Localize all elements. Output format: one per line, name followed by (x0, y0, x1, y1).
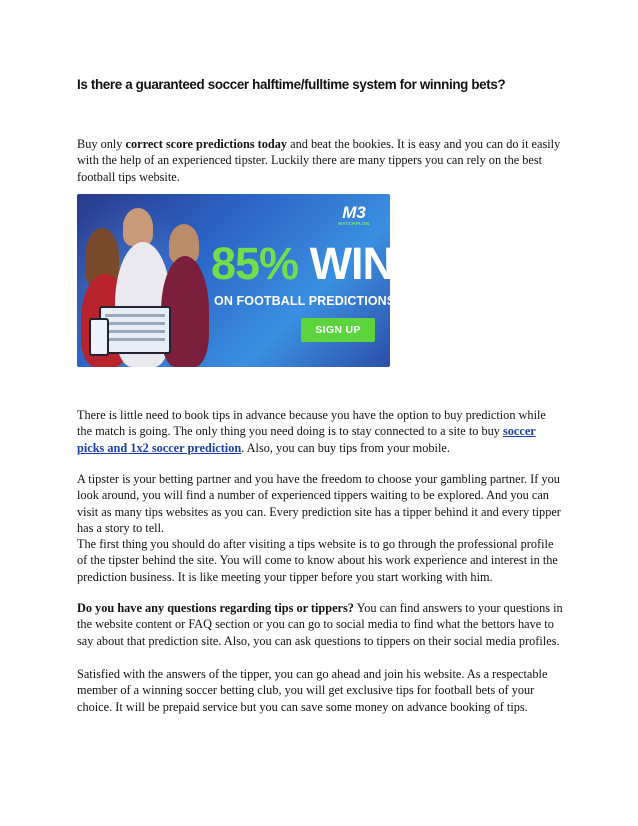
banner-percent: 85% (211, 238, 299, 289)
paragraph-questions (77, 600, 563, 649)
banner-headline (211, 238, 423, 290)
logo-tagline: MATCHPLOG (338, 221, 370, 226)
brand-logo (335, 204, 373, 230)
questions-text: You can find answers to your questions in the website content or FAQ section or you can go to social media to find what the bettors have to say about that prediction site. Also, you can ask questions to tippers on their social media profiles. (77, 601, 563, 648)
intro-text-rest: and beat the bookies. It is easy and you can do it easily with the help of an experienced tipster. Luckily there are many tippers you can rely on the best football tips website. (77, 137, 561, 184)
document-title: Is there a guaranteed soccer halftime/fulltime system for winning bets? (77, 77, 506, 92)
paragraph-booking (77, 407, 563, 456)
logo-text: M3 (342, 203, 366, 222)
banner-wins: WINS (298, 238, 424, 289)
phone-icon (89, 318, 109, 356)
paragraph-tipster-partner: A tipster is your betting partner and you have the freedom to choose your gambling partner. If you look around, you will find a number of experienced tippers waiting to be explored. And you can visit as many tips websites as you can. Every prediction site has a tipper behind it and every tipper has a story to tell. (77, 472, 561, 536)
sign-up-button[interactable]: SIGN UP (301, 318, 375, 342)
paragraph-join: Satisfied with the answers of the tipper, you can go ahead and join his website. As a respectable member of a winning soccer betting club, you will get exclusive tips for football bets of your choice. It will be prepaid service but you can save some money on advance booking of tips. (77, 667, 548, 714)
booking-text: There is little need to book tips in advance because you have the option to buy prediction while the match is going. The only thing you need doing is to stay connected to a site to buy (77, 408, 546, 439)
paragraph-intro (77, 136, 563, 185)
booking-text-rest: . Also, you can buy tips from your mobile. (241, 440, 450, 455)
questions-bold-phrase: Do you have any questions regarding tips or tippers? (77, 601, 354, 615)
laptop-icon (99, 306, 171, 354)
promo-banner[interactable] (77, 194, 424, 367)
banner-subtitle: ON FOOTBALL PREDICTIONS (214, 294, 396, 308)
soccer-picks-link[interactable]: soccer picks and 1x2 soccer prediction (77, 424, 536, 455)
player-figure (123, 208, 153, 246)
intro-text: Buy only (77, 137, 126, 151)
intro-bold-phrase: correct score predictions today (125, 137, 288, 151)
paragraph-tipster-profile: The first thing you should do after visiting a tips website is to go through the professional profile of the tipster behind the site. You will come to know about his work experience and interest in the prediction business. It is like meeting your tipper before you start working with him. (77, 537, 558, 584)
